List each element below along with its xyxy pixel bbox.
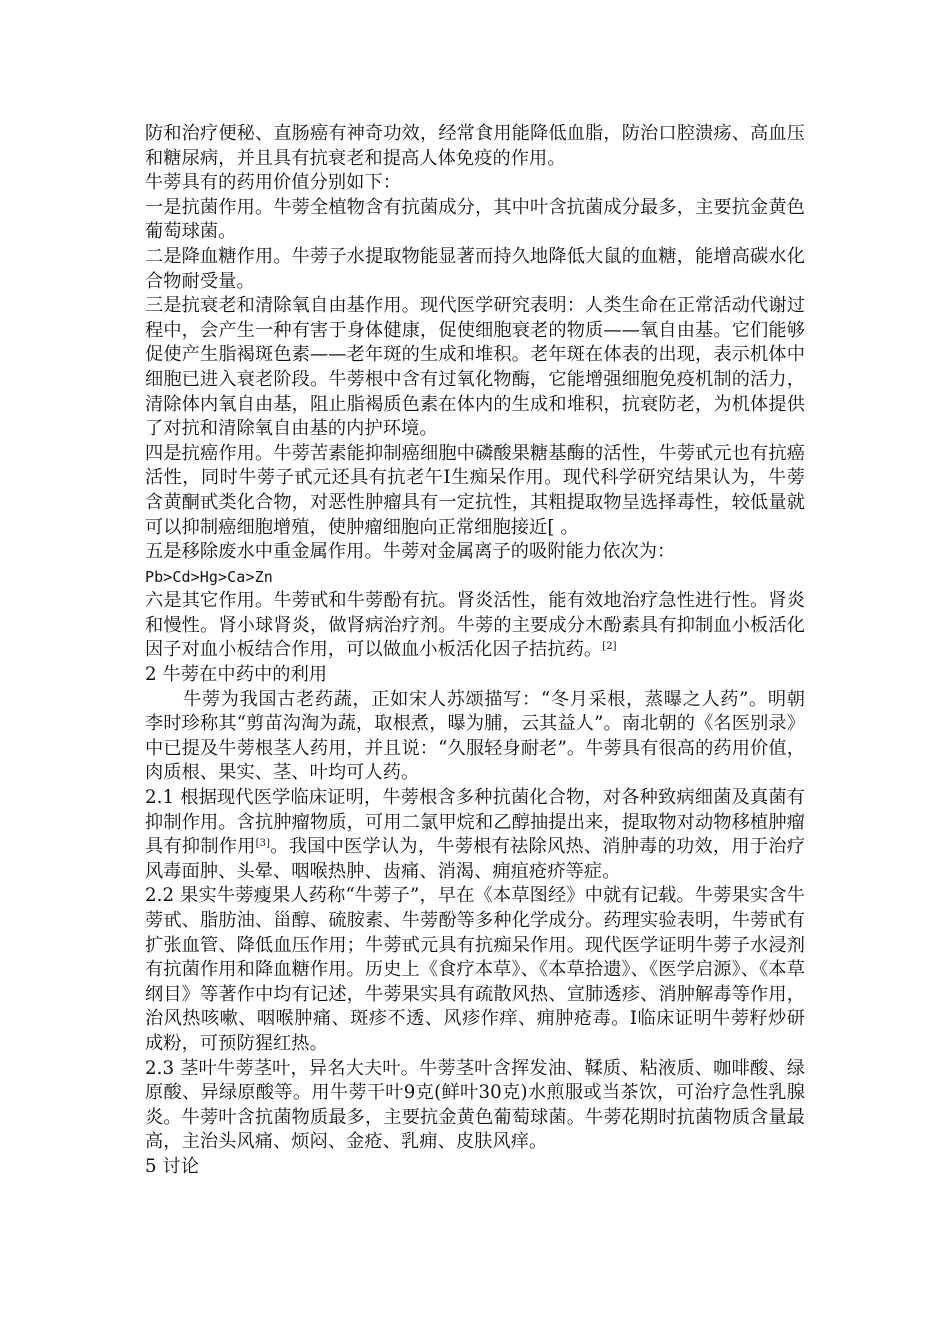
paragraph-2-1-text-a: 2.1 根据现代医学临床证明，牛蒡根含多种抗菌化合物，对各种致病细菌及真菌有抑制作用。含抗肿瘤物质，可用二氯甲烷和乙醇抽提出来，提取物对动物移植肿瘤具有抑制作用 bbox=[145, 787, 805, 858]
paragraph-2-3-stem-leaf: 2.3 茎叶牛蒡茎叶，异名大夫叶。牛蒡茎叶含挥发油、鞣质、粘液质、咖啡酸、绿原酸、异绿原酸等。用牛蒡干叶9克(鲜叶30克)水煎服或当茶饮，可治疗急性乳腺炎。牛蒡叶含抗菌物质最多，主要抗金黄色葡萄球菌。牛蒡花期时抗菌物质含量最高，主治头风痛、烦闷、金疮、乳痈、皮肤风痒。 bbox=[145, 1057, 805, 1153]
citation-ref-3: [3] bbox=[255, 838, 271, 850]
paragraph-other-effects-text: 六是其它作用。牛蒡甙和牛蒡酚有抗。肾炎活性，能有效地治疗急性进行性。肾炎和慢性。肾小球肾炎，做肾病治疗剂。牛蒡的主要成分木酚素具有抑制血小板活化因子对血小板结合作用，可以做血小板活化因子拮抗药。 bbox=[145, 590, 805, 661]
paragraph-intro-continuation: 防和治疗便秘、直肠癌有神奇功效，经常食用能降低血脂，防治口腔溃疡、高血压和糖尿病，并且具有抗衰老和提高人体免疫的作用。 bbox=[145, 123, 805, 169]
paragraph-antibacterial: 一是抗菌作用。牛蒡全植物含有抗菌成分，其中叶含抗菌成分最多，主要抗金黄色葡萄球菌。 bbox=[145, 196, 805, 243]
section-heading-5: 5 讨论 bbox=[145, 1155, 200, 1177]
paragraph-medicinal-value-intro: 牛蒡具有的药用价值分别如下： bbox=[145, 172, 402, 194]
section-heading-2: 2 牛蒡在中药中的利用 bbox=[145, 664, 328, 686]
paragraph-heavy-metal-removal: 五是移除废水中重金属作用。牛蒡对金属离子的吸附能力依次为： bbox=[145, 541, 676, 563]
citation-ref-2: [2] bbox=[602, 641, 617, 653]
document-body bbox=[145, 122, 805, 1180]
metal-adsorption-order: Pb>Cd>Hg>Ca>Zn bbox=[145, 567, 273, 586]
paragraph-2-2-fruit: 2.2 果实牛蒡瘦果人药称“牛蒡子”，早在《本草图经》中就有记载。牛蒡果实含牛蒡甙、脂肪油、甾醇、硫胺素、牛蒡酚等多种化学成分。药理实验表明，牛蒡甙有扩张血管、降低血压作用；牛蒡甙元具有抗痴呆作用。现代医学证明牛蒡子水浸剂有抗菌作用和降血糖作用。历史上《食疗本草》、《本草拾遗》、《医学启源》、《本草纲目》等著作中均有记述，牛蒡果实具有疏散风热、宣肺透疹、消肿解毒等作用，治风热咳嗽、咽喉肿痛、斑疹不透、风疹作痒、痈肿疮毒。Ⅰ临床证明牛蒡籽炒研成粉，可预防猩红热。 bbox=[145, 885, 805, 1054]
paragraph-2-1-text-b: 。我国中医学认为，牛蒡根有祛除风热、消肿毒的功效，用于治疗风毒面肿、头晕、咽喉热肿、齿痛、消渴、痈疽疮疥等症。 bbox=[145, 836, 805, 882]
paragraph-hypoglycemic: 二是降血糖作用。牛蒡子水提取物能显著而持久地降低大鼠的血糖，能增高碳水化合物耐受量。 bbox=[145, 245, 805, 292]
paragraph-anti-aging: 三是抗衰老和清除氧自由基作用。现代医学研究表明：人类生命在正常活动代谢过程中，会产生一种有害于身体健康，促使细胞衰老的物质——氧自由基。它们能够促使产生脂褐斑色素——老年斑的生成和堆积。老年斑在体表的出现，表示机体中细胞已进入衰老阶段。牛蒡根中含有过氧化物酶，它能增强细胞免疫机制的活力，清除体内氧自由基，阻止脂褐质色素在体内的生成和堆积，抗衰防老，为机体提供了对抗和清除氧自由基的内护环境。 bbox=[145, 295, 805, 440]
paragraph-anticancer: 四是抗癌作用。牛蒡苦素能抑制癌细胞中磷酸果糖基酶的活性，牛蒡甙元也有抗癌活性，同时牛蒡子甙元还具有抗老午Ⅰ生痴呆作用。现代科学研究结果认为，牛蒡含黄酮甙类化合物，对恶性肿瘤具有一定抗性，其粗提取物呈选择毒性，较低量就可以抑制癌细胞增殖，使肿瘤细胞向正常细胞接近[ 。 bbox=[145, 442, 805, 538]
paragraph-other-effects bbox=[145, 589, 805, 663]
paragraph-tcm-history: 牛蒡为我国古老药蔬，正如宋人苏颂描写：“冬月采根，蒸曝之人药”。明朝李时珍称其“剪苗沟淘为蔬，取根煮，曝为脯，云其益人”。南北朝的《名医别录》中已提及牛蒡根茎人药用，并且说：“久服轻身耐老”。牛蒡具有很高的药用价值，肉质根、果实、茎、叶均可人药。 bbox=[145, 688, 805, 784]
paragraph-2-1-root bbox=[145, 786, 805, 884]
